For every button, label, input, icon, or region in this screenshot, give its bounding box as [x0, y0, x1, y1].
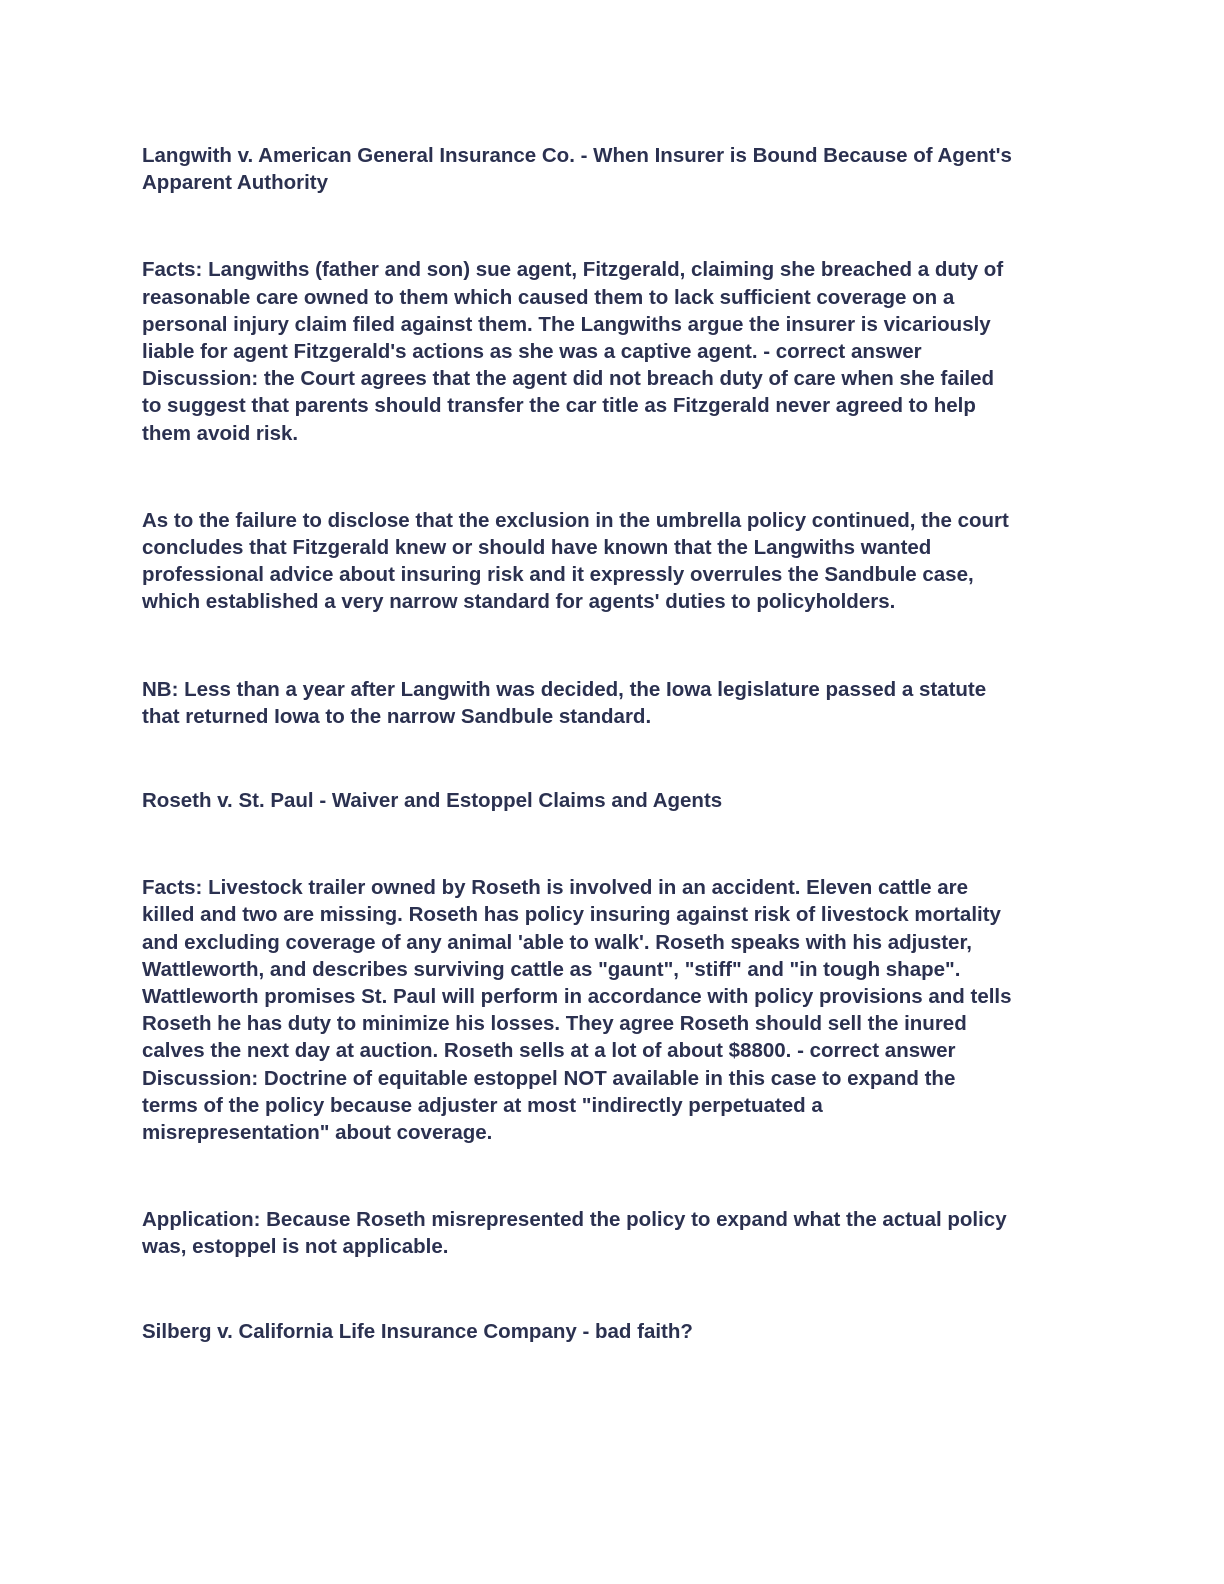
- case-heading-roseth: Roseth v. St. Paul - Waiver and Estoppel Claims and Agents: [142, 789, 723, 813]
- case-heading-langwith: Langwith v. American General Insurance Co. - When Insurer is Bound Because of Agent's Apparent Authority: [142, 144, 1012, 195]
- roseth-application-paragraph: Application: Because Roseth misrepresented the policy to expand what the actual policy was, estoppel is not applicable.: [142, 1208, 1007, 1259]
- roseth-facts-paragraph: Facts: Livestock trailer owned by Roseth is involved in an accident. Eleven cattle are killed and two are missing. Roseth has policy insuring against risk of livestock mortality and excluding coverage of any animal 'able to walk'. Roseth speaks with his adjuster, Wattleworth, and describes surviving cattle as "gaunt", "stiff" and "in tough shape". Wattleworth promises St. Paul will perform in accordance with policy provisions and tells Roseth he has duty to minimize his losses. They agree Roseth should sell the inured calves the next day at auction. Roseth sells at a lot of about $8800. - correct answer Discussion: Doctrine of equitable estoppel NOT available in this case to expand the terms of the policy because adjuster at most "indirectly perpetuated a misrepresentation" about coverage.: [142, 876, 1012, 1145]
- langwith-nb-paragraph: NB: Less than a year after Langwith was decided, the Iowa legislature passed a statute that returned Iowa to the narrow Sandbule standard.: [142, 677, 987, 728]
- case-heading-silberg: Silberg v. California Life Insurance Company - bad faith?: [142, 1319, 693, 1343]
- langwith-umbrella-paragraph: As to the failure to disclose that the exclusion in the umbrella policy continued, the court concludes that Fitzgerald knew or should have known that the Langwiths wanted professional advice about insuring risk and it expressly overrules the Sandbule case, which established a very narrow standard for agents' duties to policyholders.: [142, 508, 1009, 614]
- langwith-facts-paragraph: Facts: Langwiths (father and son) sue agent, Fitzgerald, claiming she breached a duty of reasonable care owned to them which caused them to lack sufficient coverage on a personal injury claim filed against them. The Langwiths argue the insurer is vicariously liable for agent Fitzgerald's actions as she was a captive agent. - correct answer Discussion: the Court agrees that the agent did not breach duty of care when she failed to suggest that parents should transfer the car title as Fitzgerald never agreed to help them avoid risk.: [142, 258, 1004, 445]
- document-body: [142, 142, 1082, 1345]
